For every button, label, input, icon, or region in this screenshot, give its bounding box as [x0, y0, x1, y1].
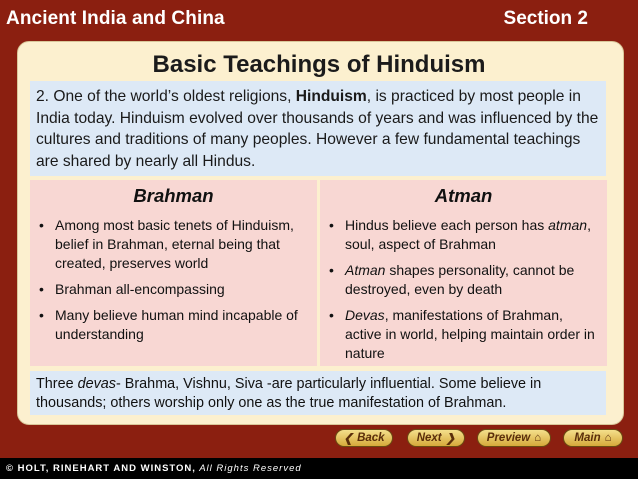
- atman-column: [320, 180, 607, 366]
- preview-button[interactable]: [477, 429, 551, 447]
- bullet-text: , manifestations of Brahman, active in world, helping maintain order in nature: [345, 307, 595, 361]
- summary-box: [30, 371, 606, 415]
- bullet-text: Hindus believe each person has: [345, 217, 549, 233]
- home-icon: ⌂: [604, 432, 612, 444]
- list-item: [328, 216, 603, 254]
- summary-term: devas: [77, 376, 116, 392]
- brahman-list: [30, 216, 317, 344]
- intro-box: [30, 81, 606, 176]
- list-item: • Many believe human mind incapable of understanding: [38, 306, 313, 344]
- publisher-text: © HOLT, RINEHART AND WINSTON,: [6, 463, 196, 474]
- atman-heading: Atman: [434, 185, 493, 206]
- chevron-left-icon: ❮: [343, 433, 354, 445]
- bullet-text: shapes personality, cannot be destroyed, even by death: [345, 262, 575, 297]
- back-label: Back: [357, 432, 385, 444]
- course-title: Ancient India and China: [6, 8, 225, 29]
- bullet-term: Atman: [345, 262, 386, 278]
- footer-bar: [0, 458, 638, 479]
- list-item: • Brahman all-encompassing: [38, 280, 313, 299]
- chevron-right-icon: ❯: [445, 433, 456, 445]
- slide-title: Basic Teachings of Hinduism: [152, 51, 486, 78]
- summary-text: - Brahma, Vishnu, Siva -are particularly influential. Some believe in thousands; others worship only one as the true manifestation of Brahman.: [36, 376, 542, 411]
- brahman-heading: Brahman: [133, 185, 214, 206]
- bullet-term: Devas: [345, 307, 385, 323]
- main-label: Main: [574, 432, 601, 444]
- rights-text: All Rights Reserved: [195, 463, 302, 474]
- next-button[interactable]: [407, 429, 465, 447]
- list-item: [328, 261, 603, 299]
- next-label: Next: [416, 432, 442, 444]
- summary-text: Three: [36, 376, 78, 392]
- main-button[interactable]: [563, 429, 623, 447]
- atman-list: [320, 216, 607, 363]
- preview-label: Preview: [486, 432, 531, 444]
- intro-text-end: , is practiced by most people in India today. Hinduism evolved over thousands of years and was influenced by the cultures and traditions of many peoples. However a few fundamental teachings are shared by nearly all Hindus.: [36, 88, 599, 170]
- home-icon: ⌂: [534, 432, 542, 444]
- list-item: [328, 306, 603, 363]
- section-label: Section 2: [503, 8, 588, 29]
- list-item: • Among most basic tenets of Hinduism, belief in Brahman, eternal being that created, preserves world: [38, 216, 313, 273]
- intro-keyword: Hinduism: [295, 88, 367, 105]
- intro-text-start: 2. One of the world’s oldest religions,: [36, 88, 296, 105]
- back-button[interactable]: [335, 429, 393, 447]
- header-bar: [0, 0, 638, 38]
- bullet-term: atman: [548, 217, 588, 233]
- bullet-text: , soul, aspect of Brahman: [345, 217, 591, 252]
- brahman-column: [30, 180, 317, 366]
